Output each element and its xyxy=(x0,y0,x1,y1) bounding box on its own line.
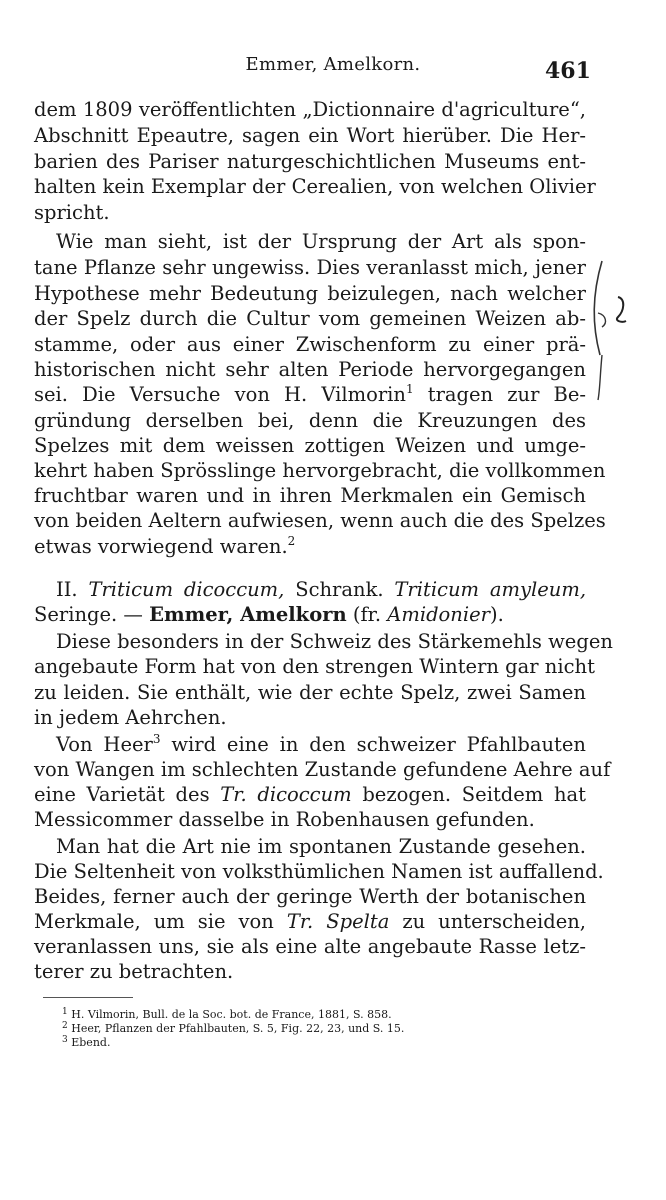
text-line: Man hat die Art nie im spontanen Zustande gesehen. xyxy=(56,835,586,858)
text-line: zu leiden. Sie enthält, wie der echte Spelz, zwei Samen xyxy=(34,681,586,704)
section-heading-cont: Seringe. — Emmer, Amelkorn (fr. Amidonier). xyxy=(34,603,504,626)
footnote-rule xyxy=(43,997,133,998)
text-line: Messicommer dasselbe in Robenhausen gefunden. xyxy=(34,808,535,831)
footnote-ref: 3 xyxy=(152,732,161,746)
text-line: historischen nicht sehr alten Periode hervorgegangen xyxy=(34,358,586,381)
text-line: halten kein Exemplar der Cerealien, von welchen Olivier xyxy=(34,175,596,198)
text-line: veranlassen uns, sie als eine alte angebaute Rasse letz- xyxy=(34,935,586,958)
text-line: Wie man sieht, ist der Ursprung der Art als spon- xyxy=(56,230,586,253)
text-line: Hypothese mehr Bedeutung beizulegen, nach welcher xyxy=(34,282,586,305)
footnote: $^2$ Heer, Pflanzen der Pfahlbauten, S. 5, Fig. 22, 23, und S. 15. xyxy=(62,1021,405,1035)
text-line: stamme, oder aus einer Zwischenform zu einer prä- xyxy=(34,333,586,356)
text-line: angebaute Form hat von den strengen Wintern gar nicht xyxy=(34,655,595,678)
section-heading: II. Triticum dicoccum, Schrank. Triticum amyleum, xyxy=(56,578,587,601)
text-line: etwas vorwiegend waren.$^2$ xyxy=(34,534,296,558)
text-line: spricht. xyxy=(34,201,110,224)
text-line: dem 1809 veröffentlichten „Dictionnaire d'agriculture“, xyxy=(34,98,586,121)
footnote: $^3$ Ebend. xyxy=(62,1035,111,1049)
running-header: Emmer, Amelkorn. xyxy=(245,54,421,75)
text-line: eine Varietät des Tr. dicoccum bezogen. Seitdem hat xyxy=(34,783,586,806)
text-line: Beides, ferner auch der geringe Werth der botanischen xyxy=(34,885,586,908)
text-line: von beiden Aeltern aufwiesen, wenn auch die des Spelzes xyxy=(34,509,606,532)
footnote-ref: 2 xyxy=(287,534,296,548)
text-line: tane Pflanze sehr ungewiss. Dies veranlasst mich, jener xyxy=(34,256,586,279)
footnote: $^1$ H. Vilmorin, Bull. de la Soc. bot. de France, 1881, S. 858. xyxy=(62,1007,392,1021)
text-line: von Wangen im schlechten Zustande gefundene Aehre auf xyxy=(34,758,611,781)
common-name: Emmer, Amelkorn xyxy=(149,603,347,626)
text-line: Merkmale, um sie von Tr. Spelta zu unterscheiden, xyxy=(34,910,587,933)
text-line: Die Seltenheit von volksthümlichen Namen ist auffallend. xyxy=(34,860,604,883)
text-line: Spelzes mit dem weissen zottigen Weizen und umge- xyxy=(34,434,586,457)
margin-bracket-mark xyxy=(588,255,638,415)
text-line: Von Heer$^3$ wird eine in den schweizer Pfahlbauten xyxy=(56,732,586,756)
text-line: terer zu betrachten. xyxy=(34,960,234,983)
text-line: kehrt haben Sprösslinge hervorgebracht, die vollkommen xyxy=(34,459,606,482)
text-line: barien des Pariser naturgeschichtlichen Museums ent- xyxy=(34,150,586,173)
text-line: gründung derselben bei, denn die Kreuzungen des xyxy=(34,409,586,432)
text-line: fruchtbar waren und in ihren Merkmalen ein Gemisch xyxy=(34,484,586,507)
text-line: der Spelz durch die Cultur vom gemeinen Weizen ab- xyxy=(34,307,586,330)
text-line: Abschnitt Epeautre, sagen ein Wort hierüber. Die Her- xyxy=(34,124,586,147)
page-number: 461 xyxy=(545,58,591,84)
text-line: in jedem Aehrchen. xyxy=(34,706,227,729)
footnote-ref: 1 xyxy=(405,382,414,396)
text-line: sei. Die Versuche von H. Vilmorin$^1$ tragen zur Be- xyxy=(34,382,586,406)
text-line: Diese besonders in der Schweiz des Stärkemehls wegen xyxy=(56,630,613,653)
